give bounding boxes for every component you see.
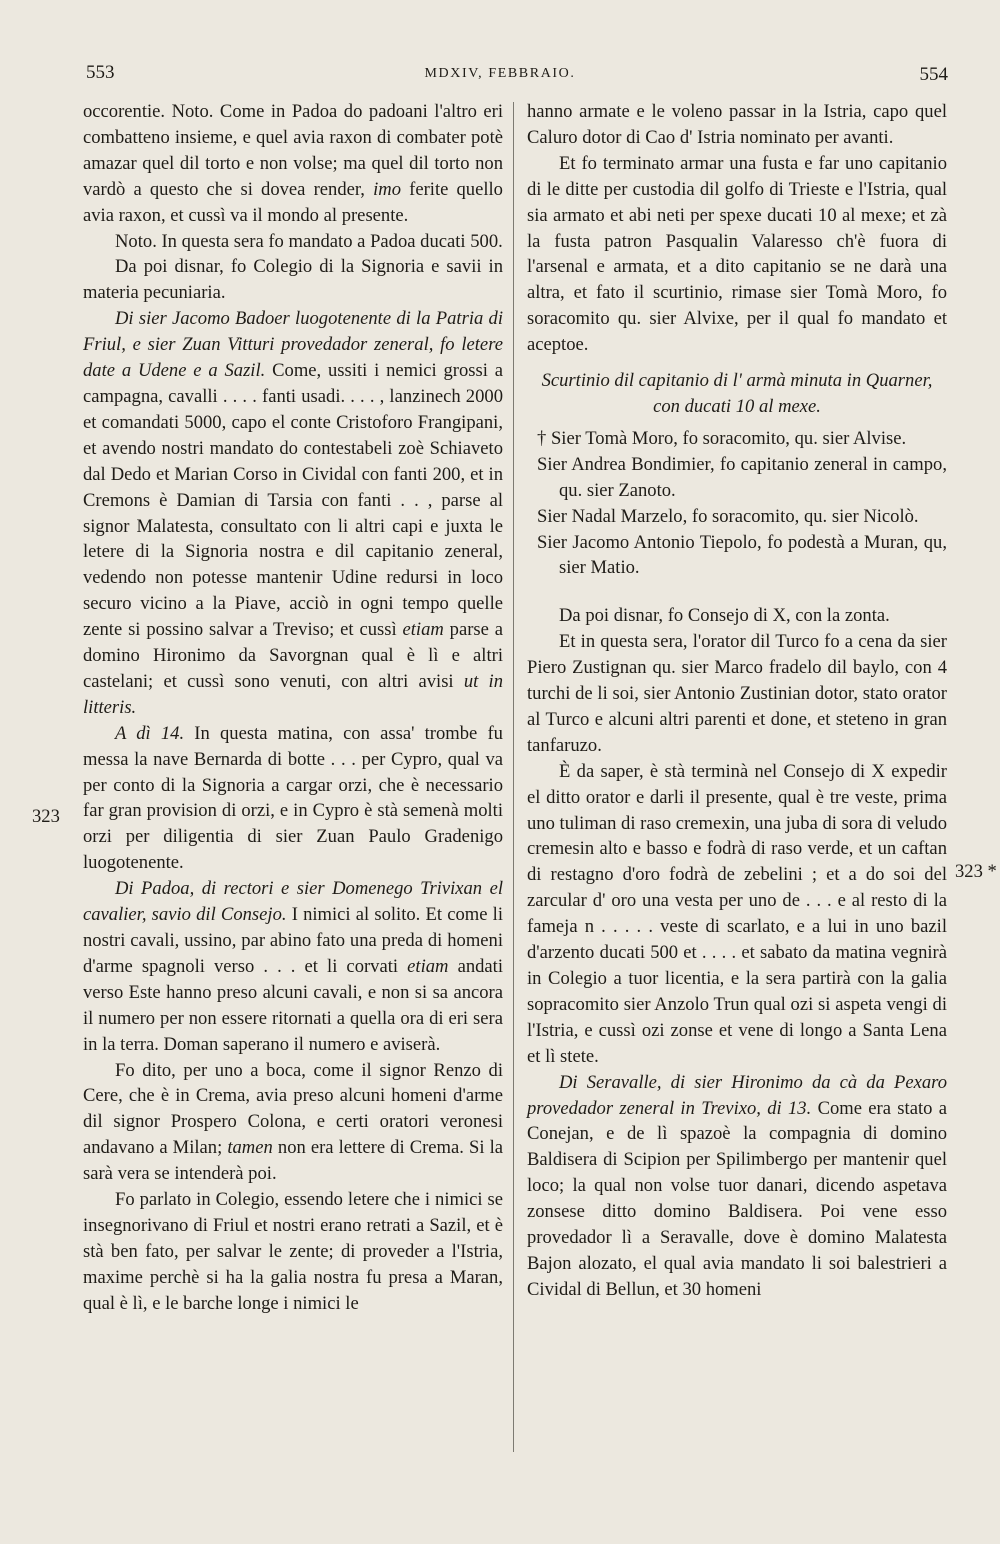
margin-number-right: 323 * [955,861,997,882]
paragraph: Di sier Jacomo Badoer luogotenente di la Patria di Friul, e sier Zuan Vitturi provedador zeneral, fo letere date a Udene e a Sazil. Come, ussiti i nemici grossi a campagna, cavalli . . . . fanti usadi. . . . , lanzinech 2000 et comandati 5000, capo el conte Cristoforo Frangipani, et avendo nostri mandato do contestabeli zoè Schiaveto dal Dedo et Marian Corso in Cividal con fanti 200, et in Cremons è Damian di Tarsia con fanti . . , parse al signor Malatesta, consultato con li altri capi e juxta le letere di la Signoria nostra e dil capitanio zeneral, vedendo non potesse mantenir Udine redursi in loco securo vicino a la Piave, acciò in ogni tempo quelle zente si possino salvar a Treviso; et cussì etiam parse a domino Hironimo da Savorgnan qual è lì e altri castelani; et cussì sono venuti, con altri avisi ut in litteris. [83,308,504,718]
paragraph: occorentie. Noto. Come in Padoa do padoani l'altro eri combatteno insieme, e quel avia raxon di combater potè amazar quel dil torto e non volse; ma quel dil torto non vardò a questo che si dovea render, imo ferite quello avia raxon, et cussì va il mondo al presente. [83,101,503,226]
paragraph: Noto. In questa sera fo mandato a Padoa ducati 500. [115,230,503,252]
paragraph: Fo parlato in Colegio, essendo letere che i nimici se insegnorivano di Friul et nostri erano retrati a Sazil, et è stà ben fato, per salvar le zente; di proveder a l'Istria, maxime perchè si ha la galia nostra fu presa a Maran, qual è lì, e le barche longe i nimici le [83,1189,503,1314]
paragraph: A dì 14. In questa matina, con assa' trombe fu messa la nave Bernarda di botte . . . per Cypro, qual va per conto di la Signoria a cargar orzi, che è necessario far gran provision di orzi, e in Cypro è stà semenà molti orzi per diligentia di sier Zuan Paulo Gradenigo luogotenente. [83,722,503,874]
paragraph: hanno armate e le voleno passar in la Istria, capo quel Caluro dotor di Cao d' Istria nominato per avanti. [527,101,947,148]
left-column [83,99,503,1317]
running-header: MDXIV, FEBBRAIO. [424,66,576,81]
margin-number-left: 323 [32,806,60,827]
scrutiny-entry: Sier Andrea Bondimier, fo capitanio zeneral in campo, qu. sier Zanoto. [537,453,947,501]
paragraph: Et in questa sera, l'orator dil Turco fo a cena da sier Piero Zustignan qu. sier Marco fradelo dil baylo, con 4 turchi de li soi, sier Antonio Zustinian dotor, stato orator al Turco e alcuni altri parenti et done, et steteno in gran tanfaruzo. [527,631,947,756]
right-column [527,99,947,1303]
page-number-right: 554 [919,64,948,85]
paragraph: È da saper, è stà terminà nel Consejo di X expedir el ditto orator e darli il presente, qual è tre veste, prima uno tuliman di raso cremexin, una juba di sora di veludo cremesin alto e basso e fodrà di raso verde, et un caftan di restagno d'oro fodrà de zebelini ; et a do soi del zarcular d' oro una vesta per uno de . . . e al resto di la fameja n . . . . . veste di scarlato, e a lui in uno bazil d'arzento ducati 500 et . . . . et sabato da matina vegnirà in Colegio a tuor licentia, e la sera partirà con la galia sopracomito sier Anzolo Trun qual ozi si aspeta vengi di l'Istria, e cussì ozi zonse et vene di longo a Santa Lena et lì stete. [527,760,947,1067]
paragraph: Di Padoa, di rectori e sier Domenego Trivixan el cavalier, savio dil Consejo. I nimici al solito. Et come li nostri cavali, ussino, par abino fato una preda di homeni d'arme spagnoli verso . . . et li corvati etiam andati verso Este hanno preso alcuni cavali, e non si sa ancora il numero per non essere ritornati a quella ora di eri sera in la terra. Doman saperano il numero e aviserà. [83,878,503,1055]
page-number-left: 553 [86,62,115,83]
column-divider [513,102,514,1452]
paragraph: Fo dito, per uno a boca, come il signor Renzo di Cere, che è in Crema, avia preso alcuni homeni d'arme dil signor Prospero Colona, e certi oratori veronesi andavano a Milan; tamen non era lettere di Crema. Si la sarà vera se intenderà poi. [83,1059,504,1185]
scrutiny-entry: Sier Jacomo Antonio Tiepolo, fo podestà a Muran, qu, sier Matio. [537,531,947,579]
paragraph: Da poi disnar, fo Colegio di la Signoria e savii in materia pecuniaria. [83,256,503,304]
scrutiny-entry: † Sier Tomà Moro, fo soracomito, qu. sier Alvise. [537,427,907,449]
paragraph: Di Seravalle, di sier Hironimo da cà da Pexaro provedador zeneral in Trevixo, di 13. Come era stato a Conejan, e de lì spazoè la compagnia di domino Baldisera di Scipion per Spilimbergo per mantenir quel loco; la qual non volse tuor danari, dicendo aspetava zonsese ditto domino Baldisera. Poi vene esso provedador lì a Seravalle, dove è domino Malatesta Bajon alozato, el qual avia mandato li soi balestrieri a Cividal di Bellun, et 30 homeni [527,1071,947,1300]
scrutiny-entry: Sier Nadal Marzelo, fo soracomito, qu. sier Nicolò. [537,505,919,527]
paragraph: Da poi disnar, fo Consejo di X, con la zonta. [559,605,890,627]
paragraph: Et fo terminato armar una fusta e far uno capitanio di le ditte per custodia dil golfo di Trieste e l'Istria, qual sia armato et abi neti per spexe ducati 10 al mexe; et zà la fusta patron Pasqualin Valaresso ch'è fuora di l'arsenal e armata, et a dito capitanio se ne darà una altra, et fato il scurtinio, rimase sier Tomà Moro, fo soracomito qu. sier Alvixe, per il qual fo mandato et aceptoe. [527,152,947,356]
scrutiny-title: Scurtinio dil capitanio di l' armà minuta in Quarner, con ducati 10 al mexe. [541,370,933,417]
